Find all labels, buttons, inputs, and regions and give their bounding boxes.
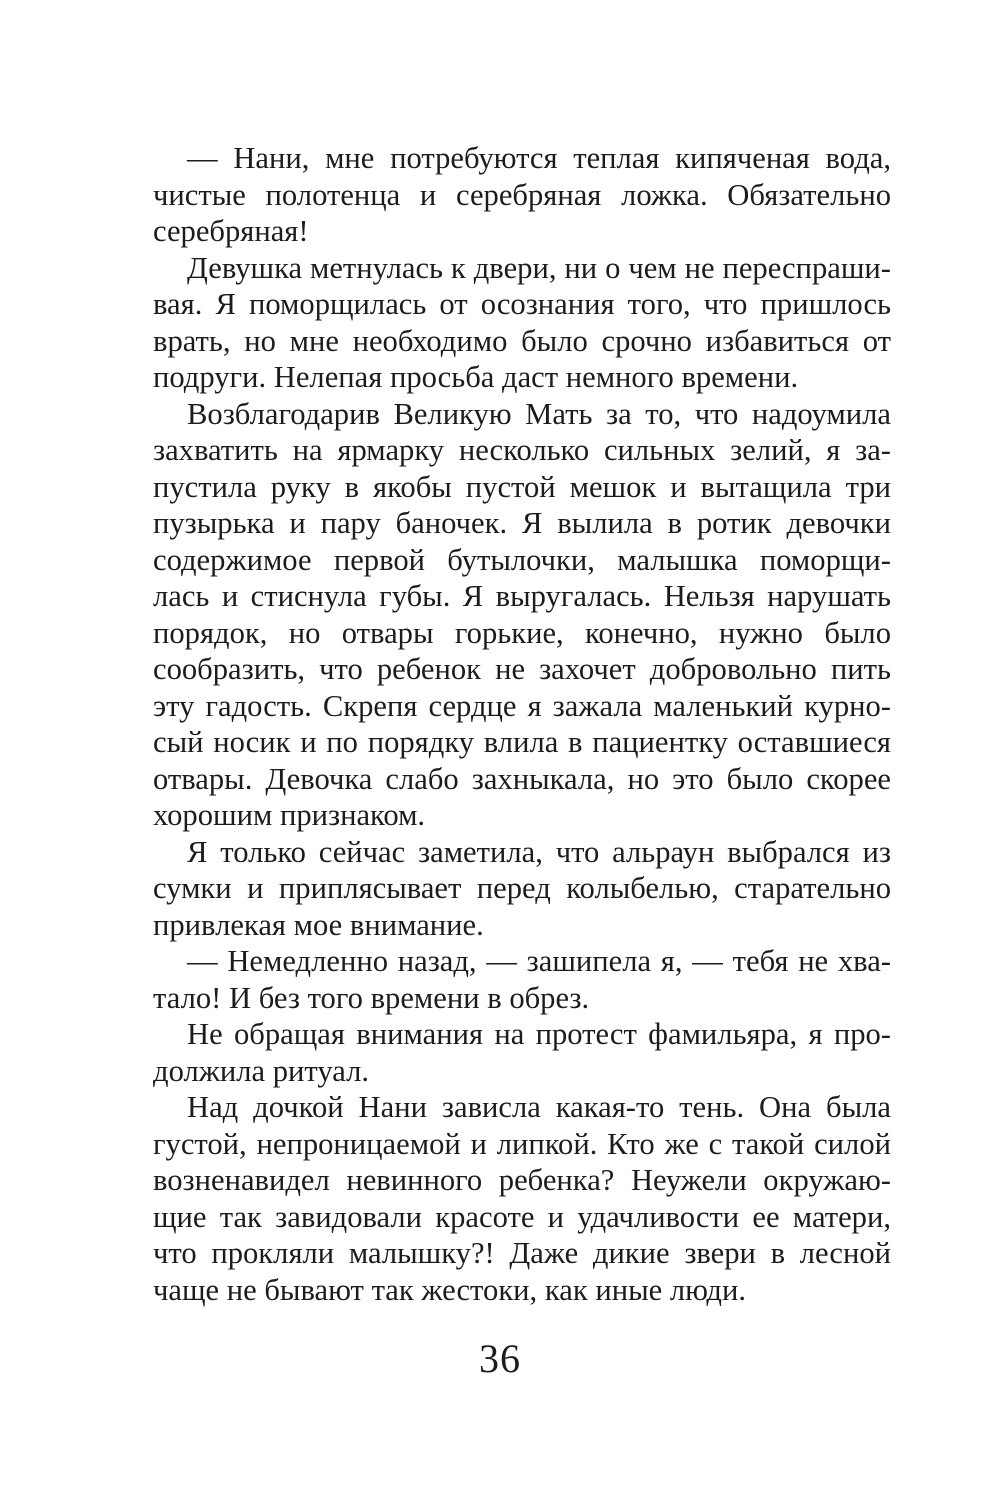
text-line: привлекая мое внимание. — [153, 907, 484, 942]
text-line: содержимое первой бутылочки, малышка поморщи- — [153, 542, 891, 577]
text-line: эту гадость. Скрепя сердце я зажала маленький курно- — [153, 688, 891, 723]
text-line: захватить на ярмарку несколько сильных зелий, я за- — [153, 433, 891, 467]
text-line: порядок, но отвары горькие, конечно, нужно было — [153, 615, 891, 650]
paragraph-5 — [153, 943, 891, 1016]
text-line: пустила руку в якобы пустой мешок и вытащила три — [153, 469, 891, 504]
paragraph-6 — [153, 1016, 891, 1089]
text-line: врать, но мне необходимо было срочно избавиться от — [153, 323, 891, 358]
body-text — [153, 140, 891, 1308]
text-line: Девушка метнулась к двери, ни о чем не переспраши- — [187, 250, 891, 285]
text-line: — Немедленно назад, — зашипела я, — тебя не хва- — [187, 944, 891, 978]
text-line: сый носик и по порядку влила в пациентку оставшиеся — [153, 725, 891, 759]
text-line: должила ритуал. — [153, 1053, 370, 1088]
text-line: Над дочкой Нани зависла какая-то тень. Она была — [187, 1090, 891, 1124]
text-line: вая. Я поморщилась от осознания того, что пришлось — [153, 287, 891, 321]
text-line: отвары. Девочка слабо захныкала, но это было скорее — [153, 761, 891, 796]
text-line: подруги. Нелепая просьба даст немного времени. — [153, 360, 799, 394]
text-line: Я только сейчас заметила, что альраун выбрался из — [187, 834, 891, 869]
text-line: серебряная! — [153, 214, 309, 248]
text-line: что прокляли малышку?! Даже дикие звери в лесной — [153, 1236, 891, 1270]
text-line: пузырька и пару баночек. Я вылила в ротик девочки — [153, 506, 891, 540]
text-line: Возблагодарив Великую Мать за то, что надоумила — [187, 396, 891, 431]
text-line: сумки и приплясывает перед колыбелью, старательно — [153, 871, 891, 905]
page-number: 36 — [479, 1336, 521, 1381]
text-line: тало! И без того времени в обрез. — [153, 980, 590, 1015]
paragraph-4 — [153, 834, 891, 944]
text-line: щие так завидовали красоте и удачливости ее матери, — [153, 1199, 891, 1234]
text-line: чистые полотенца и серебряная ложка. Обязательно — [153, 177, 891, 212]
paragraph-2 — [153, 250, 891, 396]
text-line: — Нани, мне потребуются теплая кипяченая вода, — [187, 141, 891, 175]
paragraph-1 — [153, 140, 891, 250]
text-line: лась и стиснула губы. Я выругалась. Нельзя нарушать — [153, 579, 891, 613]
text-line: чаще не бывают так жестоки, как иные люди. — [153, 1272, 747, 1307]
text-line: возненавидел невинного ребенка? Неужели окружаю- — [153, 1163, 891, 1197]
text-line: густой, непроницаемой и липкой. Кто же с такой силой — [153, 1126, 891, 1161]
text-line: хорошим признаком. — [153, 798, 426, 832]
text-line: сообразить, что ребенок не захочет добровольно пить — [153, 652, 891, 686]
paragraph-7 — [153, 1089, 891, 1308]
text-line: Не обращая внимания на протест фамильяра, я про- — [187, 1017, 891, 1051]
paragraph-3 — [153, 396, 891, 834]
